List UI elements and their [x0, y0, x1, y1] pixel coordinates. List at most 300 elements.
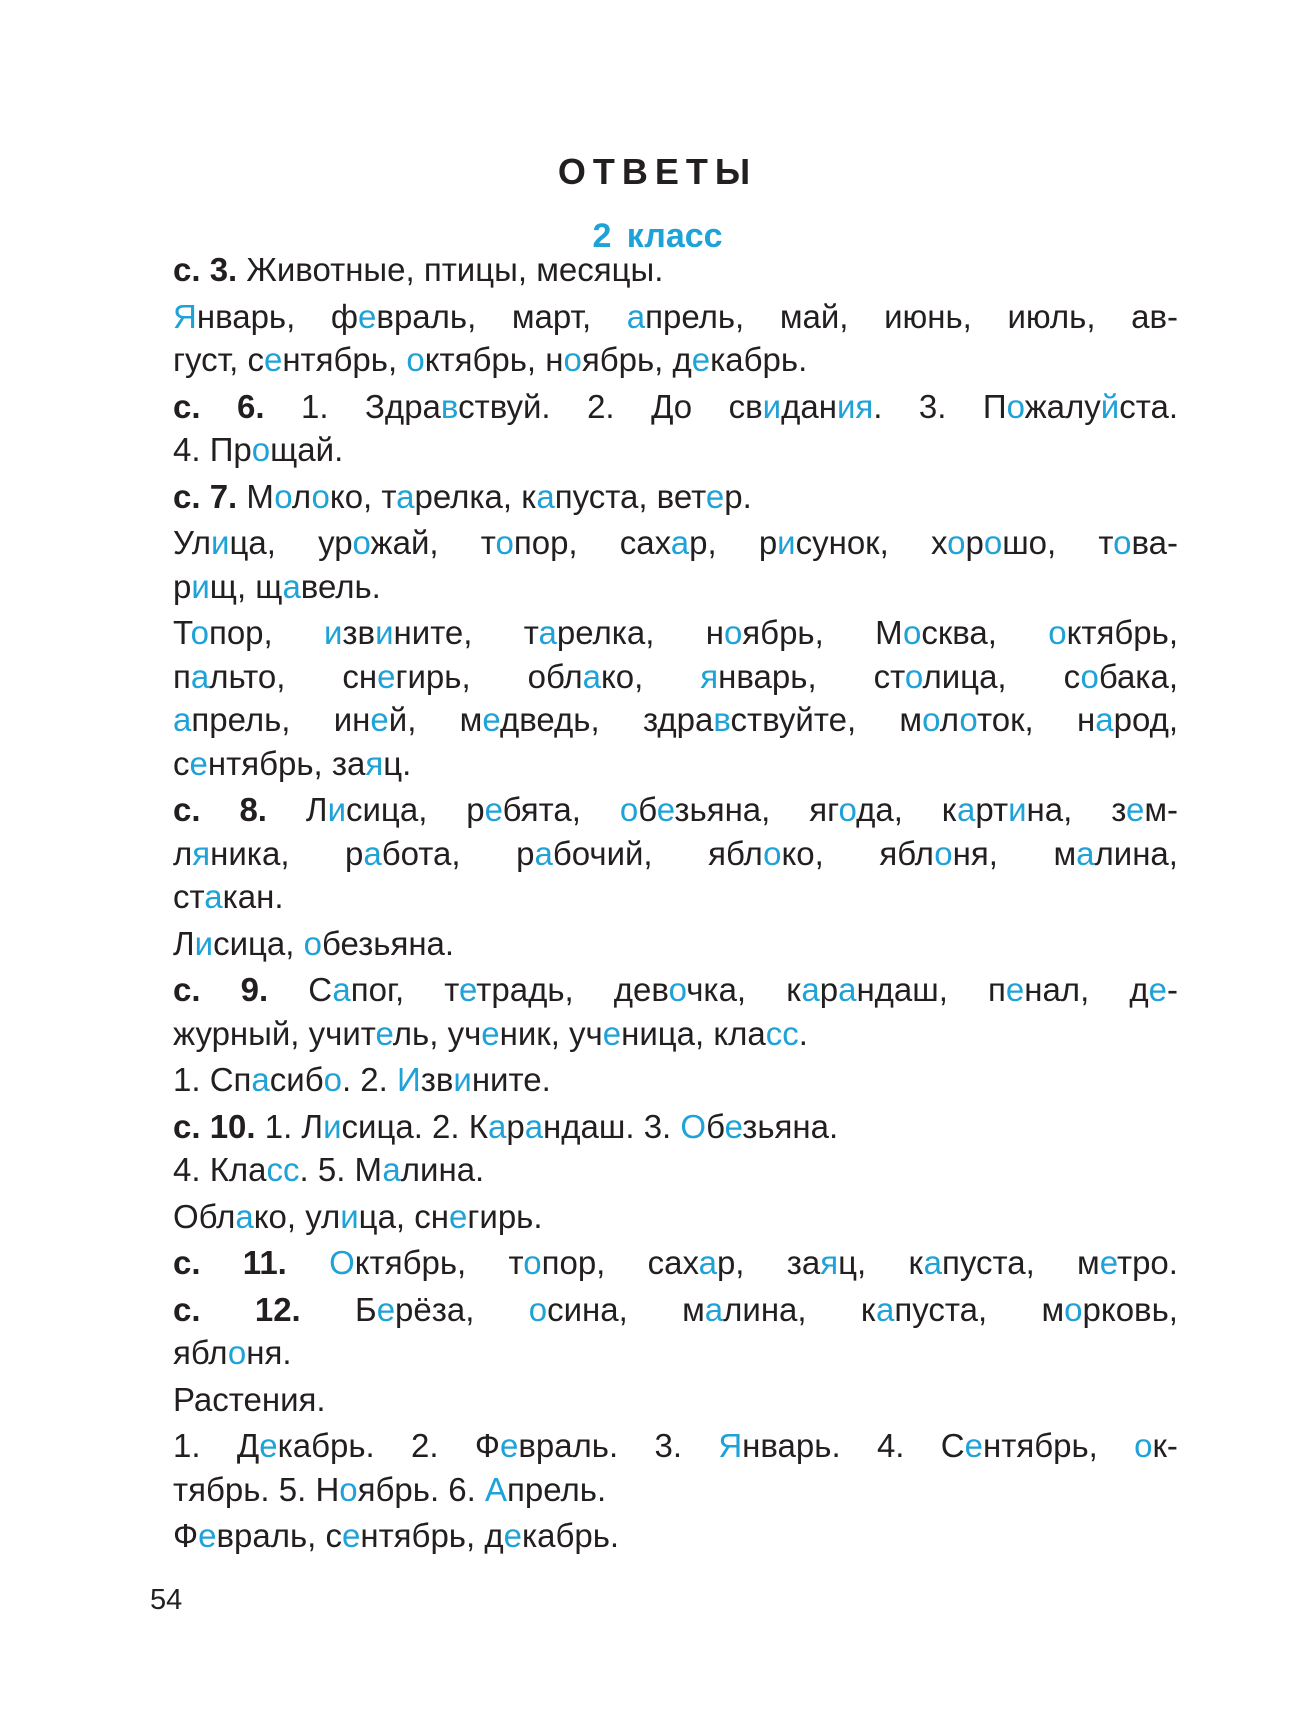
answer-text: ябл: [173, 1334, 228, 1371]
word: [877, 1424, 905, 1468]
answer-paragraph: [173, 968, 1178, 1055]
answer-text: густ, с: [173, 341, 264, 378]
answer-text: ктябрь,: [1066, 614, 1178, 651]
answer-text: Обл: [173, 1197, 236, 1235]
highlighted-letter: о: [902, 614, 922, 651]
text-line: [173, 1514, 1178, 1558]
word: [1129, 968, 1178, 1012]
highlighted-letter: сс: [765, 1014, 799, 1052]
answer-text: сица. 2. К: [341, 1107, 488, 1145]
highlighted-letter: я: [820, 1244, 839, 1281]
answer-text: к-: [1152, 1427, 1178, 1464]
answer-paragraph: [173, 1288, 1178, 1375]
highlighted-letter: О: [680, 1107, 707, 1145]
answer-text: 2.: [587, 387, 615, 425]
text-line: [173, 832, 1178, 876]
word: [475, 1424, 618, 1468]
highlighted-letter: и: [453, 1061, 472, 1098]
answer-text: нтябрь, д: [360, 1517, 504, 1554]
word: [861, 1288, 987, 1332]
text-line: [173, 1288, 1178, 1332]
word: [529, 1288, 628, 1332]
word: [173, 295, 295, 339]
answer-text: Б: [355, 1290, 377, 1328]
answer-text: яг: [809, 791, 839, 828]
answer-text: нтябрь, за: [207, 744, 366, 782]
answer-text: Ф: [173, 1517, 199, 1554]
answer-text: бака,: [1098, 657, 1178, 695]
answer-text: рт: [975, 791, 1009, 828]
answer-text: ток,: [977, 701, 1034, 738]
answer-text: сунок,: [795, 524, 889, 561]
highlighted-letter: о: [1006, 387, 1025, 425]
answer-text: нтябрь,: [282, 341, 407, 378]
word: [627, 295, 744, 339]
highlighted-letter: а: [698, 1244, 717, 1281]
word: [884, 295, 972, 339]
page-ref: 6.: [237, 387, 265, 425]
highlighted-letter: А: [485, 1470, 508, 1508]
word: [651, 385, 692, 429]
answer-text: м: [459, 701, 483, 738]
highlighted-letter: а: [382, 1151, 401, 1188]
answer-text: т: [480, 524, 496, 561]
answer-text: ца,: [229, 524, 276, 561]
answer-text: щай.: [270, 431, 344, 468]
answer-text: р: [173, 567, 192, 605]
highlighted-letter: е: [1125, 791, 1145, 828]
page-ref: с. 10.: [173, 1107, 256, 1145]
page-ref: с.: [173, 791, 201, 828]
highlighted-letter: а: [538, 614, 557, 651]
answer-text: июнь,: [884, 297, 972, 335]
answer-paragraph: [173, 1424, 1178, 1511]
answer-text: Д: [236, 1427, 260, 1464]
answer-text: л: [291, 477, 312, 515]
highlighted-letter: е: [263, 341, 283, 378]
answer-text: сица,: [346, 791, 428, 828]
highlighted-letter: о: [352, 524, 371, 561]
answer-text: ндаш,: [856, 971, 948, 1008]
highlighted-letter: о: [1064, 1290, 1083, 1328]
answer-text: ябрь,: [742, 614, 824, 651]
highlighted-letter: а: [923, 1244, 942, 1281]
answer-text: кабрь.: [710, 341, 808, 378]
answer-text: р: [516, 834, 535, 872]
highlighted-letter: о: [1134, 1427, 1153, 1464]
answer-text: нварь,: [196, 297, 296, 335]
highlighted-letter: е: [499, 1427, 519, 1464]
answers-list: [173, 248, 1178, 1561]
answer-text: релка, к: [414, 477, 537, 515]
text-line: [173, 1012, 1178, 1056]
answer-text: ца, сн: [358, 1197, 449, 1235]
highlighted-letter: е: [459, 971, 477, 1008]
answer-text: Т: [173, 614, 191, 651]
highlighted-letter: о: [983, 524, 1003, 561]
page-ref: с. 3.: [173, 251, 238, 288]
highlighted-letter: ия: [836, 387, 874, 425]
text-line: [173, 475, 1178, 519]
highlighted-letter: е: [449, 1197, 468, 1235]
answer-paragraph: [173, 922, 1178, 966]
answer-text: ста.: [1119, 387, 1178, 425]
answer-text: т: [1098, 524, 1114, 561]
answer-text: бота,: [381, 834, 461, 872]
highlighted-letter: О: [329, 1244, 355, 1281]
answer-paragraph: [173, 788, 1178, 919]
word: [342, 655, 470, 699]
highlighted-letter: о: [1080, 657, 1099, 695]
highlighted-letter: о: [528, 1290, 548, 1328]
text-line: [173, 248, 1178, 292]
highlighted-letter: е: [198, 1517, 217, 1554]
word: [875, 611, 997, 655]
answer-text: сиб: [269, 1061, 324, 1098]
word: [512, 295, 591, 339]
answer-text: м: [1053, 834, 1077, 872]
answer-text: н: [1077, 701, 1096, 738]
word: [255, 1288, 301, 1332]
word: [919, 385, 947, 429]
word: [516, 832, 652, 876]
answer-text: дведь,: [500, 701, 600, 738]
answer-text: сах: [647, 1244, 699, 1281]
word: [1134, 1424, 1178, 1468]
answer-text: 1. Сп: [173, 1061, 252, 1098]
word: [786, 968, 948, 1012]
word: [654, 1424, 682, 1468]
word: [643, 698, 856, 742]
highlighted-letter: о: [339, 1470, 358, 1508]
highlighted-letter: и: [1008, 791, 1027, 828]
answer-text: вель.: [300, 567, 381, 605]
answer-text: лица,: [922, 657, 1007, 695]
word: [682, 1288, 806, 1332]
page-ref: с. 7.: [173, 477, 238, 515]
text-line: [173, 922, 1178, 966]
answer-text: ните.: [471, 1061, 551, 1098]
highlighted-letter: о: [723, 614, 743, 651]
page-ref: 12.: [254, 1290, 301, 1328]
highlighted-letter: о: [947, 524, 966, 561]
answer-text: р: [345, 834, 364, 872]
highlighted-letter: в: [440, 387, 459, 425]
word: [1077, 1241, 1178, 1285]
answer-text: ко,: [600, 657, 644, 695]
answer-text: бята,: [502, 791, 581, 828]
highlighted-letter: и: [340, 1197, 359, 1235]
answer-text: на,: [1026, 791, 1073, 828]
answer-text: р.: [724, 477, 752, 515]
highlighted-letter: о: [838, 791, 857, 828]
highlighted-letter: о: [563, 341, 582, 378]
answer-text: нварь,: [718, 657, 817, 695]
answer-text: пор,: [208, 614, 273, 651]
answer-text: кабрь.: [277, 1427, 375, 1464]
answer-text: бочий,: [552, 834, 653, 872]
word: [411, 1424, 439, 1468]
highlighted-letter: я: [365, 744, 384, 782]
answer-text: С: [940, 1427, 965, 1464]
text-line: [173, 1468, 1178, 1512]
answer-text: м: [1041, 1290, 1065, 1328]
word: [899, 698, 1033, 742]
answer-text: ня.: [246, 1334, 292, 1371]
answer-text: р: [758, 524, 778, 561]
answer-text: гирь,: [395, 657, 471, 695]
highlighted-letter: е: [656, 791, 675, 828]
word: [466, 788, 581, 832]
highlighted-letter: о: [904, 657, 923, 695]
highlighted-letter: о: [523, 1244, 542, 1281]
answer-text: й,: [388, 701, 417, 738]
highlighted-letter: е: [259, 1427, 278, 1464]
word: [481, 521, 578, 565]
word: [587, 385, 615, 429]
word: [173, 968, 201, 1012]
highlighted-letter: Я: [173, 297, 197, 335]
answer-text: ябрь. 6.: [357, 1470, 485, 1508]
highlighted-letter: о: [311, 477, 330, 515]
answer-text: нал,: [1024, 971, 1090, 1008]
page-ref: с.: [173, 1290, 201, 1328]
answer-text: 4. Кла: [173, 1151, 267, 1188]
answer-text: март,: [511, 297, 592, 335]
highlighted-letter: о: [495, 524, 514, 561]
highlighted-letter: е: [724, 1107, 743, 1145]
text-line: [173, 1378, 1178, 1422]
answer-text: ко, т: [329, 477, 397, 515]
word: [879, 832, 998, 876]
word: [444, 968, 573, 1012]
word: [1053, 832, 1177, 876]
answer-text: До: [651, 387, 693, 425]
answer-text: р: [819, 971, 839, 1008]
answer-text: обл: [527, 657, 583, 695]
answer-text: враль.: [518, 1427, 619, 1464]
answer-text: 4. Пр: [173, 431, 252, 468]
answer-text: к: [786, 971, 802, 1008]
highlighted-letter: а: [838, 971, 857, 1008]
highlighted-letter: о: [323, 1061, 342, 1098]
answer-text: д: [1129, 971, 1149, 1008]
highlighted-letter: е: [691, 341, 711, 378]
highlighted-letter: а: [332, 971, 351, 1008]
word: [759, 521, 889, 565]
highlighted-letter: и: [777, 524, 796, 561]
word: [460, 698, 600, 742]
text-line: [173, 611, 1178, 655]
highlighted-letter: е: [964, 1427, 983, 1464]
answer-text: 3.: [918, 387, 947, 425]
answer-text: ко, ул: [253, 1197, 341, 1235]
word: [173, 1424, 201, 1468]
highlighted-letter: е: [341, 1517, 361, 1554]
answer-text: Ф: [474, 1427, 500, 1464]
answer-text: ко,: [781, 834, 824, 872]
word: [355, 1288, 474, 1332]
answer-text: ник, уч: [499, 1014, 603, 1052]
answer-text: враль, с: [216, 1517, 342, 1554]
word: [301, 385, 329, 429]
answer-text: 1.: [301, 387, 329, 425]
highlighted-letter: о: [619, 791, 639, 828]
highlighted-letter: е: [375, 1014, 393, 1052]
page-ref: с.: [173, 971, 201, 1008]
highlighted-letter: я: [192, 834, 211, 872]
highlighted-letter: о: [959, 701, 978, 738]
answer-text: ур: [318, 524, 353, 561]
highlighted-letter: а: [534, 834, 553, 872]
word: [173, 655, 285, 699]
answer-text: кан.: [222, 878, 284, 915]
text-line: [173, 1148, 1178, 1192]
highlighted-letter: о: [934, 834, 953, 872]
highlighted-letter: о: [922, 701, 940, 738]
highlighted-letter: а: [235, 1197, 254, 1235]
highlighted-letter: е: [377, 657, 396, 695]
answer-text: л: [173, 834, 193, 872]
highlighted-letter: и: [375, 614, 394, 651]
answer-text: н: [705, 614, 724, 651]
answer-text: ствуйте,: [730, 701, 857, 738]
highlighted-letter: о: [1113, 524, 1132, 561]
answer-text: жай,: [370, 524, 439, 561]
word: [648, 1241, 745, 1285]
answer-text: прель,: [191, 701, 291, 738]
word: [524, 611, 655, 655]
answer-text: р: [965, 524, 984, 561]
answer-text: 4.: [876, 1427, 905, 1464]
answer-text: прель.: [507, 1470, 607, 1508]
answer-text: к: [908, 1244, 924, 1281]
highlighted-letter: а: [204, 878, 223, 915]
text-line: [173, 1195, 1178, 1239]
answer-text: 2.: [411, 1427, 439, 1464]
answer-text: ва-: [1131, 524, 1178, 561]
highlighted-letter: е: [1005, 971, 1025, 1008]
answer-text: Здра: [365, 387, 441, 425]
answer-text: июль,: [1007, 297, 1096, 335]
text-line: [173, 338, 1178, 382]
word: [787, 1241, 866, 1285]
highlighted-letter: й: [1100, 387, 1120, 425]
word: [306, 788, 427, 832]
answer-text: сква,: [921, 614, 997, 651]
text-line: [173, 428, 1178, 472]
word: [620, 788, 770, 832]
highlighted-letter: о: [303, 924, 322, 962]
answer-text: пуста, вет: [554, 477, 706, 515]
answer-text: ните,: [393, 614, 473, 651]
word: [620, 521, 717, 565]
answer-text: Растения.: [173, 1380, 326, 1418]
page-ref: 11.: [242, 1244, 287, 1281]
word: [931, 521, 1056, 565]
word: [1041, 1288, 1177, 1332]
answer-text: традь,: [476, 971, 574, 1008]
answer-text: Л: [305, 791, 328, 828]
answer-paragraph: [173, 611, 1178, 785]
highlighted-letter: е: [358, 297, 377, 335]
word: [1131, 295, 1178, 339]
highlighted-letter: е: [1148, 971, 1167, 1008]
answer-text: ндаш. 3.: [543, 1107, 681, 1145]
grade-heading: 2 класс: [592, 217, 723, 255]
text-line: [173, 1241, 1178, 1285]
word: [942, 788, 1072, 832]
highlighted-letter: о: [1048, 614, 1067, 651]
answer-text: с: [173, 744, 190, 782]
answer-text: шо,: [1002, 524, 1057, 561]
word: [1007, 295, 1095, 339]
highlighted-letter: сс: [266, 1151, 300, 1188]
word: [508, 1241, 605, 1285]
answer-text: б: [638, 791, 657, 828]
word: [706, 611, 824, 655]
answer-text: пог,: [350, 971, 405, 1008]
answer-text: ня,: [952, 834, 998, 872]
answer-text: ника,: [210, 834, 290, 872]
highlighted-letter: е: [370, 701, 389, 738]
answer-paragraph: [173, 1195, 1178, 1239]
answer-text: за: [786, 1244, 821, 1281]
page-title: ОТВЕТЫ: [557, 151, 758, 192]
word: [173, 385, 201, 429]
highlighted-letter: а: [524, 1107, 544, 1145]
highlighted-letter: а: [1076, 834, 1095, 872]
word: [729, 385, 883, 429]
highlighted-letter: е: [189, 744, 208, 782]
answer-text: ст: [173, 878, 205, 915]
answer-text: ст: [873, 657, 905, 695]
word: [237, 385, 265, 429]
word: [241, 968, 269, 1012]
answer-text: враль,: [376, 297, 477, 335]
answer-paragraph: [173, 1241, 1178, 1285]
answer-text: да,: [856, 791, 903, 828]
word: [173, 1241, 201, 1285]
answer-text: с: [1063, 657, 1081, 695]
word: [1064, 655, 1178, 699]
highlighted-letter: а: [876, 1290, 895, 1328]
highlighted-letter: и: [211, 524, 230, 561]
answer-text: пуста,: [894, 1290, 988, 1328]
answer-text: щ, щ: [209, 567, 283, 605]
word: [308, 968, 404, 1012]
answer-text: сица,: [213, 924, 304, 962]
answer-text: т: [523, 614, 539, 651]
answer-text: ница, кла: [621, 1014, 766, 1052]
answer-text: п: [988, 971, 1006, 1008]
highlighted-letter: а: [363, 834, 382, 872]
answer-text: пор,: [513, 524, 578, 561]
answer-text: чка,: [686, 971, 747, 1008]
word: [318, 521, 439, 565]
highlighted-letter: а: [956, 791, 976, 828]
word: [173, 832, 289, 876]
word: [331, 295, 476, 339]
text-line: [173, 1424, 1178, 1468]
answer-text: С: [308, 971, 333, 1008]
answer-text: м-: [1144, 791, 1178, 828]
word: [1048, 611, 1178, 655]
answer-text: сн: [342, 657, 378, 695]
answer-text: лина,: [723, 1290, 807, 1328]
highlighted-letter: е: [1099, 1244, 1117, 1281]
answer-paragraph: [173, 521, 1178, 608]
